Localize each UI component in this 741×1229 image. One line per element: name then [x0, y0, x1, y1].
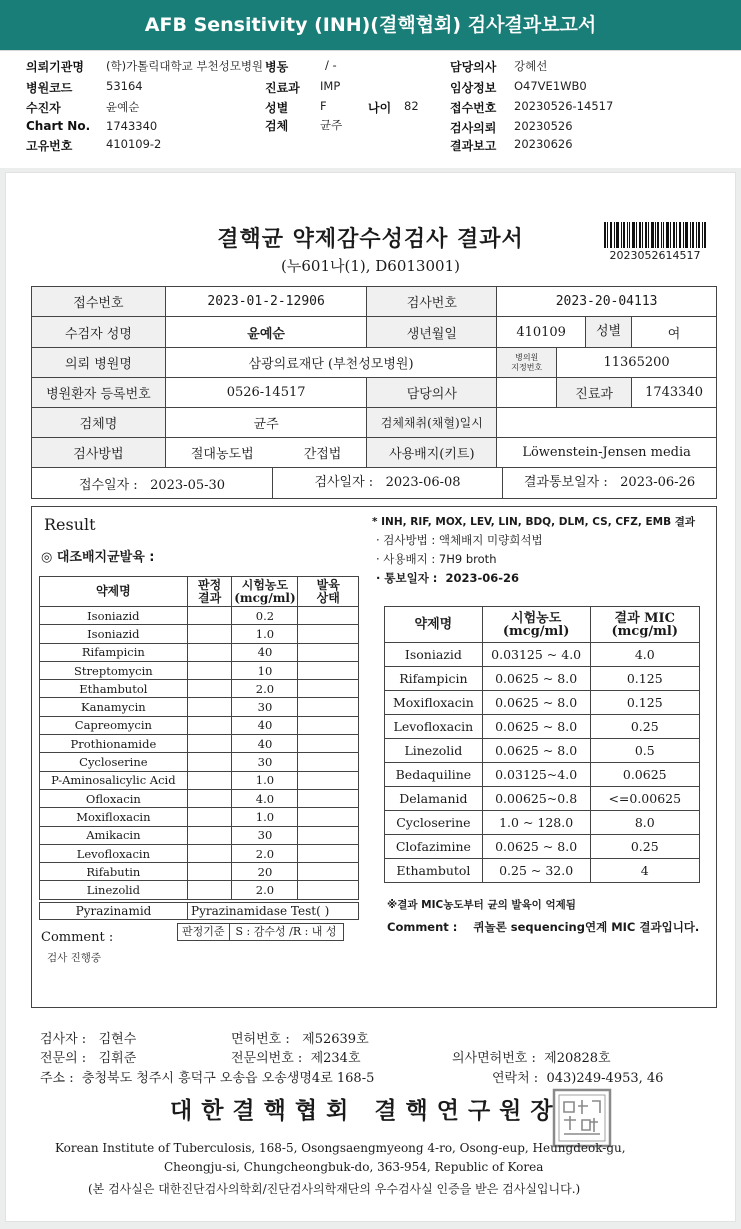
- growth-cell: [298, 625, 359, 643]
- exam-no-cell-label: 검사번호: [367, 287, 497, 317]
- conc-cell: 1.0: [232, 625, 298, 643]
- specialist-no-value: 제234호: [310, 1051, 361, 1066]
- sex-label: 성별: [265, 101, 289, 115]
- receipt-no-value: 20230526-14517: [514, 99, 614, 113]
- specimen-value: 균주: [320, 118, 343, 132]
- comment-note: 검사 진행중: [47, 952, 102, 964]
- english-address-line-1: Korean Institute of Tuberculosis, 168-5, Osongsaengmyeong 4-ro, Osong-eup, Heungdeok-gu,: [55, 1141, 626, 1155]
- unique-no-value: 410109-2: [106, 137, 162, 151]
- birth-cell-label: 생년월일: [367, 317, 497, 348]
- drug-cell: Moxifloxacin: [40, 808, 188, 826]
- table-row: [40, 607, 359, 625]
- judge-cell: [187, 881, 232, 899]
- age-value: 82: [404, 99, 419, 113]
- col-conc-line-1: 시험농도: [241, 577, 289, 592]
- conc-cell: 4.0: [232, 789, 298, 807]
- department-value: IMP: [320, 79, 341, 93]
- table-row: [40, 844, 359, 862]
- comment-label: Comment :: [41, 930, 114, 945]
- document-title: 결핵균 약제감수성검사 결과서: [217, 226, 524, 252]
- pyrazinamidase-test: Pyrazinamidase Test( ): [191, 904, 330, 918]
- receipt-date-block: [32, 474, 272, 493]
- mic-col-conc-line-1: 시험농도: [511, 610, 562, 626]
- hospital-no-label-line-1: 병의원: [515, 352, 539, 362]
- name-cell: 윤예순: [165, 317, 367, 348]
- table-row: [40, 826, 359, 844]
- table-row: [385, 739, 700, 763]
- judge-cell: [187, 844, 232, 862]
- table-row: [385, 667, 700, 691]
- conc-cell: 1.0: [232, 808, 298, 826]
- table-row: [40, 789, 359, 807]
- growth-cell: [298, 863, 359, 881]
- growth-cell: [298, 607, 359, 625]
- exam-date: 2023-06-08: [385, 475, 461, 490]
- table-row: [40, 698, 359, 716]
- mic-col-drug: 약제명: [385, 607, 483, 643]
- growth-cell: [298, 735, 359, 753]
- judge-cell: [187, 698, 232, 716]
- notify-date: 2023-06-26: [620, 475, 696, 490]
- patient-label: 수진자: [26, 101, 61, 115]
- mic-col-conc-line-2: (mcg/ml): [502, 623, 570, 639]
- mic-conc-cell: 0.0625 ~ 8.0: [482, 715, 590, 739]
- mic-drug-cell: Isoniazid: [385, 643, 483, 667]
- growth-cell: [298, 716, 359, 734]
- table-row: [385, 763, 700, 787]
- address-value: 충청북도 청주시 흥덕구 오송읍 오송생명4로 168-5: [81, 1071, 375, 1086]
- specimen-label: 검체: [265, 119, 289, 133]
- patient-header: [0, 50, 741, 168]
- mic-conc-cell: 0.0625 ~ 8.0: [482, 667, 590, 691]
- receipt-no-cell-label: 접수번호: [32, 287, 166, 317]
- table-row: [40, 625, 359, 643]
- mic-method: · 검사방법 : 액체배지 미량희석법: [376, 533, 543, 547]
- drug-cell: Linezolid: [40, 881, 188, 899]
- mic-drug-cell: Moxifloxacin: [385, 691, 483, 715]
- col-judge: [187, 577, 232, 607]
- col-growth: [298, 577, 359, 607]
- table-row: [385, 691, 700, 715]
- mic-comment-text: 퀴놀론 sequencing연계 MIC 결과입니다.: [473, 920, 700, 934]
- chart-no-value: 1743340: [106, 119, 158, 133]
- conc-cell: 1.0: [232, 771, 298, 789]
- report-date-label: 결과보고: [450, 139, 497, 153]
- col-growth-line-2: 상태: [316, 590, 340, 605]
- license-line: [231, 1028, 369, 1047]
- license-label: 면허번호 :: [231, 1032, 290, 1047]
- mic-conc-cell: 0.0625 ~ 8.0: [482, 739, 590, 763]
- conc-cell: 0.2: [232, 607, 298, 625]
- doctor-license-label: 의사면허번호 :: [452, 1051, 536, 1066]
- mic-result-cell: 4: [590, 859, 699, 883]
- mic-conc-cell: 1.0 ~ 128.0: [482, 811, 590, 835]
- institution-label: 의뢰기관명: [26, 60, 84, 74]
- table-row: [40, 643, 359, 661]
- criteria-box: [177, 923, 344, 941]
- certification-note: (본 검사실은 대한진단검사의학회/진단검사의학재단의 우수검사실 인증을 받은 검사실입니다.): [88, 1182, 581, 1196]
- criteria-label: 판정기준: [178, 924, 230, 940]
- birth-value: 410109: [516, 324, 566, 340]
- specialist-no-line: [231, 1047, 361, 1066]
- mic-result-cell: 0.125: [590, 667, 699, 691]
- conc-cell: 30: [232, 826, 298, 844]
- notify-date-label: 결과통보일자 :: [523, 475, 608, 490]
- media-cell: Löwenstein-Jensen media: [497, 438, 717, 468]
- institution-value: (학)가톨릭대학교 부천성모병원: [106, 59, 264, 73]
- hospital-no-cell-label: [497, 348, 557, 378]
- result-heading: Result: [44, 515, 96, 534]
- col-conc-line-2: (mcg/ml): [234, 590, 296, 605]
- hospital-cell: 삼광의료재단 (부천성모병원): [165, 348, 496, 378]
- ward-value: / -: [325, 58, 337, 72]
- chart-no-label: Chart No.: [26, 119, 91, 133]
- specimen-cell-label: 검체명: [32, 408, 166, 438]
- table-row: [385, 715, 700, 739]
- mic-notify-label: · 통보일자 :: [376, 571, 438, 585]
- notify-date-block: [502, 468, 716, 498]
- drug-cell: Prothionamide: [40, 735, 188, 753]
- growth-cell: [298, 698, 359, 716]
- birth-sex-group: [497, 317, 631, 347]
- table-row: [40, 661, 359, 679]
- method-cell: [165, 438, 367, 468]
- judge-cell: [187, 771, 232, 789]
- reg-no-cell: 0526-14517: [165, 378, 367, 408]
- department-label: 진료과: [265, 81, 300, 95]
- contact-line: [492, 1067, 663, 1086]
- exam-date-block: [272, 468, 502, 498]
- mic-media: · 사용배지 : 7H9 broth: [376, 552, 497, 566]
- mic-notify: [376, 570, 519, 586]
- drug-cell: Isoniazid: [40, 607, 188, 625]
- doctor-label: 담당의사: [450, 60, 497, 74]
- method-absolute: 절대농도법: [190, 447, 254, 462]
- judge-cell: [187, 680, 232, 698]
- request-date-label: 검사의뢰: [450, 121, 497, 135]
- sex-value: F: [320, 99, 327, 113]
- mic-result-cell: 0.5: [590, 739, 699, 763]
- mic-col-result-line-1: 결과 MIC: [614, 610, 675, 626]
- table-row: [385, 811, 700, 835]
- address-line: [40, 1067, 374, 1086]
- specialist-line: [40, 1047, 136, 1066]
- hospital-no-label-line-2: 지정번호: [511, 362, 543, 372]
- mic-conc-cell: 0.0625 ~ 8.0: [482, 835, 590, 859]
- conc-cell: 20: [232, 863, 298, 881]
- drug-cell: Ethambutol: [40, 680, 188, 698]
- mic-conc-cell: 0.0625 ~ 8.0: [482, 691, 590, 715]
- table-row: [40, 771, 359, 789]
- dates-row: [32, 468, 717, 499]
- clinical-info-value: O47VE1WB0: [514, 79, 587, 93]
- barcode: [604, 222, 706, 248]
- control-growth-label: ◎ 대조배지균발육 :: [41, 550, 155, 565]
- table-row: [40, 808, 359, 826]
- exam-date-label: 검사일자 :: [314, 475, 374, 490]
- growth-cell: [298, 680, 359, 698]
- col-judge-line-2: 결과: [198, 590, 222, 605]
- dept-cell: 1743340: [632, 378, 717, 408]
- growth-cell: [298, 844, 359, 862]
- doctor-license-line: [452, 1047, 611, 1066]
- table-row: [40, 735, 359, 753]
- growth-cell: [298, 881, 359, 899]
- mic-drug-cell: Clofazimine: [385, 835, 483, 859]
- specialist-no-label: 전문의번호 :: [231, 1051, 303, 1066]
- patient-value: 윤예순: [106, 100, 140, 114]
- doctor-cell: [497, 378, 557, 408]
- specialist-label: 전문의 :: [40, 1051, 87, 1066]
- drug-cell: Rifampicin: [40, 643, 188, 661]
- col-judge-line-1: 판정: [198, 577, 222, 592]
- conc-cell: 2.0: [232, 844, 298, 862]
- dept-cell-label: 진료과: [557, 378, 632, 408]
- receipt-no-cell: 2023-01-2-12906: [165, 287, 367, 317]
- mic-drug-cell: Linezolid: [385, 739, 483, 763]
- growth-cell: [298, 789, 359, 807]
- clinical-info-label: 임상정보: [450, 81, 497, 95]
- report-date-value: 20230626: [514, 137, 573, 151]
- drug-cell: Ofloxacin: [40, 789, 188, 807]
- drug-cell: Amikacin: [40, 826, 188, 844]
- conc-cell: 40: [232, 735, 298, 753]
- official-seal-icon: [552, 1088, 612, 1148]
- table-row: [385, 859, 700, 883]
- judge-cell: [187, 735, 232, 753]
- request-date-value: 20230526: [514, 119, 573, 133]
- exam-no-cell: 2023-20-04113: [497, 287, 717, 317]
- mic-result-cell: 0.125: [590, 691, 699, 715]
- mic-drug-cell: Cycloserine: [385, 811, 483, 835]
- drug-cell: Levofloxacin: [40, 844, 188, 862]
- collect-cell: [497, 408, 717, 438]
- dates-group: [32, 468, 716, 498]
- col-growth-line-1: 발육: [316, 577, 340, 592]
- doctor-license-value: 제20828호: [544, 1051, 611, 1066]
- growth-cell: [298, 808, 359, 826]
- drug-cell: Rifabutin: [40, 863, 188, 881]
- receipt-no-label: 접수번호: [450, 101, 497, 115]
- judge-cell: [187, 753, 232, 771]
- mic-comment: [387, 919, 699, 935]
- growth-cell: [298, 753, 359, 771]
- judge-cell: [187, 661, 232, 679]
- drug-cell: Cycloserine: [40, 753, 188, 771]
- table-row: [385, 643, 700, 667]
- unique-no-label: 고유번호: [26, 139, 73, 153]
- table-row: [385, 835, 700, 859]
- hospital-code-value: 53164: [106, 79, 143, 93]
- conc-cell: 10: [232, 661, 298, 679]
- mic-table: [384, 606, 700, 883]
- table-row: [385, 787, 700, 811]
- report-title-bar: [0, 0, 741, 50]
- table-row: [40, 753, 359, 771]
- mic-conc-cell: 0.00625~0.8: [482, 787, 590, 811]
- specialist-value: 김휘준: [98, 1051, 137, 1066]
- sex-cell: 여: [632, 317, 717, 348]
- mic-notify-date: 2023-06-26: [445, 571, 519, 585]
- collect-cell-label: 검체채취(채혈)일시: [367, 408, 497, 438]
- organization-signature: 대한결핵협회 결핵연구원장: [170, 1097, 562, 1124]
- drug-cell: Streptomycin: [40, 661, 188, 679]
- birth-cell: [497, 317, 632, 348]
- conc-cell: 2.0: [232, 881, 298, 899]
- pyrazinamid-label: Pyrazinamid: [40, 903, 188, 919]
- tester-line: [40, 1028, 136, 1047]
- conc-cell: 40: [232, 643, 298, 661]
- hospital-code-label: 병원코드: [26, 81, 73, 95]
- doctor-value: 강혜선: [514, 59, 548, 73]
- address-label: 주소 :: [40, 1071, 74, 1086]
- mic-col-result-line-2: (mcg/ml): [611, 623, 679, 639]
- receipt-date-label: 접수일자 :: [78, 477, 138, 493]
- contact-label: 연락처 :: [492, 1071, 539, 1086]
- mic-result-cell: 0.25: [590, 715, 699, 739]
- growth-cell: [298, 643, 359, 661]
- judge-cell: [187, 789, 232, 807]
- mic-drug-cell: Bedaquiline: [385, 763, 483, 787]
- mic-note: ※결과 MIC농도부터 균의 발육이 억제됨: [387, 899, 576, 911]
- judge-cell: [187, 625, 232, 643]
- growth-cell: [298, 661, 359, 679]
- judge-cell: [187, 607, 232, 625]
- barcode-number: 2023052614517: [609, 249, 701, 262]
- mic-result-cell: 4.0: [590, 643, 699, 667]
- col-drug: 약제명: [40, 577, 188, 607]
- hospital-no-cell: 11365200: [557, 348, 717, 378]
- judge-cell: [187, 716, 232, 734]
- col-conc: [232, 577, 298, 607]
- conc-cell: 30: [232, 698, 298, 716]
- specimen-cell: 균주: [165, 408, 367, 438]
- pyrazinamid-row: [39, 902, 359, 920]
- mic-tests: * INH, RIF, MOX, LEV, LIN, BDQ, DLM, CS, CFZ, EMB 결과: [372, 516, 696, 528]
- mic-comment-label: Comment :: [387, 920, 458, 934]
- conc-cell: 40: [232, 716, 298, 734]
- drug-cell: P-Aminosalicylic Acid: [40, 771, 188, 789]
- method-options: [166, 443, 367, 462]
- growth-cell: [298, 771, 359, 789]
- mic-conc-cell: 0.03125 ~ 4.0: [482, 643, 590, 667]
- method-cell-label: 검사방법: [32, 438, 166, 468]
- mic-conc-cell: 0.25 ~ 32.0: [482, 859, 590, 883]
- receipt-date: 2023-05-30: [150, 477, 226, 493]
- contact-value: 043)249-4953, 46: [546, 1071, 664, 1086]
- drug-cell: Capreomycin: [40, 716, 188, 734]
- table-row: [40, 680, 359, 698]
- mic-conc-cell: 0.03125~4.0: [482, 763, 590, 787]
- judge-cell: [187, 826, 232, 844]
- table-row: [40, 716, 359, 734]
- mic-col-result: [590, 607, 699, 643]
- report-title: AFB Sensitivity (INH)(결핵협회) 검사결과보고서: [144, 14, 597, 36]
- table-row: [40, 863, 359, 881]
- absolute-method-table: [39, 576, 359, 900]
- mic-result-cell: 8.0: [590, 811, 699, 835]
- judge-cell: [187, 808, 232, 826]
- judge-cell: [187, 643, 232, 661]
- table-row: [40, 881, 359, 899]
- tester-value: 김현수: [98, 1032, 137, 1047]
- media-cell-label: 사용배지(키트): [367, 438, 497, 468]
- license-value: 제52639호: [302, 1032, 369, 1047]
- patient-info-table: [31, 286, 717, 499]
- mic-drug-cell: Ethambutol: [385, 859, 483, 883]
- mic-result-cell: 0.25: [590, 835, 699, 859]
- conc-cell: 30: [232, 753, 298, 771]
- mic-drug-cell: Levofloxacin: [385, 715, 483, 739]
- criteria-text: S : 감수성 /R : 내 성: [235, 925, 337, 938]
- mic-col-conc: [482, 607, 590, 643]
- english-address-line-2: Cheongju-si, Chungcheongbuk-do, 363-954, Republic of Korea: [164, 1160, 544, 1174]
- doctor-cell-label: 담당의사: [367, 378, 497, 408]
- hospital-cell-label: 의뢰 병원명: [32, 348, 166, 378]
- document-subtitle: (누601나(1), D6013001): [281, 257, 460, 275]
- name-cell-label: 수검자 성명: [32, 317, 166, 348]
- sex-cell-label: 성별: [585, 317, 631, 347]
- drug-cell: Isoniazid: [40, 625, 188, 643]
- tester-label: 검사자 :: [40, 1032, 87, 1047]
- mic-result-cell: 0.0625: [590, 763, 699, 787]
- conc-cell: 2.0: [232, 680, 298, 698]
- drug-cell: Kanamycin: [40, 698, 188, 716]
- growth-cell: [298, 826, 359, 844]
- mic-result-cell: <=0.00625: [590, 787, 699, 811]
- mic-drug-cell: Delamanid: [385, 787, 483, 811]
- age-label: 나이: [368, 101, 392, 115]
- reg-no-cell-label: 병원환자 등록번호: [32, 378, 166, 408]
- ward-label: 병동: [265, 60, 289, 74]
- judge-cell: [187, 863, 232, 881]
- method-indirect: 간접법: [303, 447, 342, 462]
- mic-drug-cell: Rifampicin: [385, 667, 483, 691]
